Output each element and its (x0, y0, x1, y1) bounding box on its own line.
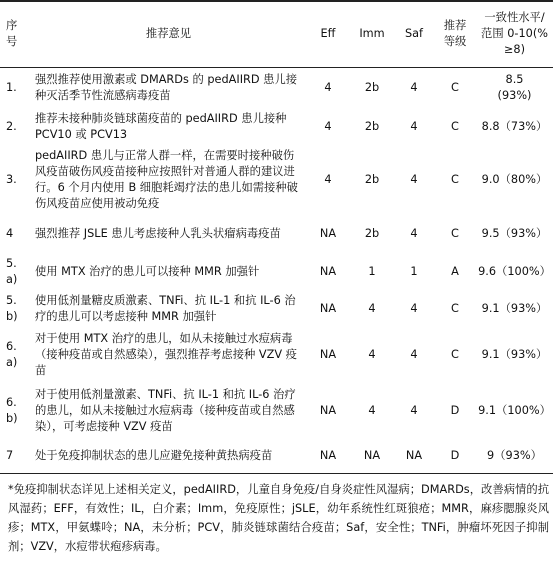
header-opinion: 推荐意见 (145, 27, 192, 41)
table-row (0, 290, 553, 327)
row-consensus: 9.1（93%） (481, 348, 548, 361)
row-imm: 4 (368, 404, 376, 417)
row-opinion: 强烈推荐使用激素或 DMARDs 的 pedAIIRD 患儿接种灭活季节性流感病毒疫苗 (35, 72, 298, 102)
header-eff: Eff (320, 27, 336, 41)
row-consensus: 8.8（73%） (481, 120, 548, 133)
row-number: 7 (6, 448, 14, 462)
row-imm: 2b (364, 226, 380, 240)
row-grade: D (450, 404, 460, 417)
row-saf: 4 (410, 404, 418, 417)
row-grade: C (451, 226, 459, 240)
row-grade: C (451, 301, 459, 315)
header-no: 序 号 (6, 19, 18, 49)
row-saf: 4 (410, 120, 418, 133)
row-grade: D (450, 448, 460, 462)
table-row (0, 67, 553, 108)
row-eff: NA (319, 226, 337, 240)
row-eff: NA (319, 348, 337, 361)
row-opinion: 对于使用低剂量激素、TNFi、抗 IL-1 和抗 IL-6 治疗的患儿，如从未接触过水痘病毒（接种疫苗或自然感染），可考虑接种 VZV 疫苗 (35, 388, 296, 433)
row-eff: NA (319, 264, 337, 278)
row-number: 6. b) (6, 396, 18, 425)
row-opinion: 对于使用 MTX 治疗的患儿，如从未接触过水痘病毒（接种疫苗或自然感染），强烈推荐考虑接种 VZV 疫苗 (35, 332, 297, 377)
row-opinion: pedAIIRD 患儿与正常人群一样，在需要时接种破伤风疫苗破伤风疫苗接种应按照针对普通人群的建议进行。6 个月内使用 B 细胞耗竭疗法的患儿如需接种破伤风疫苗应使用被动免疫 (35, 149, 298, 210)
row-opinion: 使用低剂量糖皮质激素、TNFi、抗 IL-1 和抗 IL-6 治疗的患儿可以考虑接种 MMR 加强针 (35, 293, 296, 323)
row-number: 2. (6, 120, 17, 133)
row-eff: NA (319, 301, 337, 315)
row-saf: 4 (410, 226, 418, 240)
row-imm: 2b (364, 120, 380, 133)
table-row (0, 327, 553, 383)
row-saf: 4 (410, 173, 418, 186)
table-row (0, 214, 553, 253)
table-row (0, 383, 553, 439)
header-grade: 推荐 等级 (443, 19, 467, 49)
row-opinion: 使用 MTX 治疗的患儿可以接种 MMR 加强针 (35, 264, 260, 278)
row-saf: 1 (410, 264, 418, 278)
row-consensus: 9.0（80%） (481, 173, 548, 186)
row-grade: C (451, 173, 459, 186)
header-consensus: 一致性水平/ 范围 0-10(% ≥8) (481, 11, 548, 57)
row-consensus: 9.6（100%） (478, 264, 551, 278)
row-consensus: 9（93%） (487, 448, 542, 462)
table-row (0, 253, 553, 290)
row-consensus: 8.5 (93%) (497, 72, 532, 102)
row-imm: 4 (368, 348, 376, 361)
row-grade: C (451, 80, 459, 94)
row-grade: C (451, 120, 459, 133)
row-opinion: 处于免疫抑制状态的患儿应避免接种黄热病疫苗 (35, 448, 273, 462)
row-eff: 4 (324, 80, 332, 94)
row-imm: 1 (368, 264, 376, 278)
row-saf: NA (405, 448, 423, 462)
row-consensus: 9.1（93%） (481, 301, 548, 315)
row-saf: 4 (410, 348, 418, 361)
row-eff: 4 (324, 120, 332, 133)
header-saf: Saf (404, 27, 424, 41)
row-number: 4 (6, 226, 14, 240)
row-eff: 4 (324, 173, 332, 186)
row-consensus: 9.1（100%） (478, 404, 551, 417)
row-consensus: 9.5（93%） (481, 226, 548, 240)
row-opinion: 推荐未接种肺炎链球菌疫苗的 pedAIIRD 患儿接种 PCV10 或 PCV13 (35, 112, 287, 141)
row-number: 6. a) (6, 340, 18, 369)
row-imm: 2b (364, 173, 380, 186)
row-number: 5. a) (6, 256, 18, 286)
row-imm: 2b (364, 80, 380, 94)
footnote: *免疫抑制状态详见上述相关定义，pedAIIRD，儿童自身免疫/自身炎症性风湿病；DMARDs，改善病情的抗风湿药；EFF，有效性；IL，白介素；Imm，免疫原性；jSLE，幼年系统性红斑狼疮；MMR，麻疹腮腺炎风疹；MTX，甲氨蝶呤；NA，未分析；PCV，肺炎链球菌结合疫苗；Saf，安全性；TNFi，肿瘤坏死因子抑制剂；VZV，水痘带状疱疹病毒。 (8, 482, 549, 553)
row-opinion: 强烈推荐 JSLE 患儿考虑接种人乳头状瘤病毒疫苗 (35, 226, 281, 240)
table-row (0, 439, 553, 473)
row-eff: NA (319, 448, 337, 462)
row-imm: NA (363, 448, 381, 462)
row-imm: 4 (368, 301, 376, 315)
row-saf: 4 (410, 301, 418, 315)
table-header-row (0, 1, 553, 67)
row-grade: C (451, 348, 459, 361)
row-number: 3. (6, 173, 17, 186)
row-grade: A (451, 264, 459, 278)
table-row (0, 146, 553, 214)
header-imm: Imm (359, 27, 385, 41)
row-number: 1. (6, 80, 17, 94)
row-saf: 4 (410, 80, 418, 94)
row-eff: NA (319, 404, 337, 417)
table-row (0, 108, 553, 146)
row-number: 5. b) (6, 293, 18, 323)
